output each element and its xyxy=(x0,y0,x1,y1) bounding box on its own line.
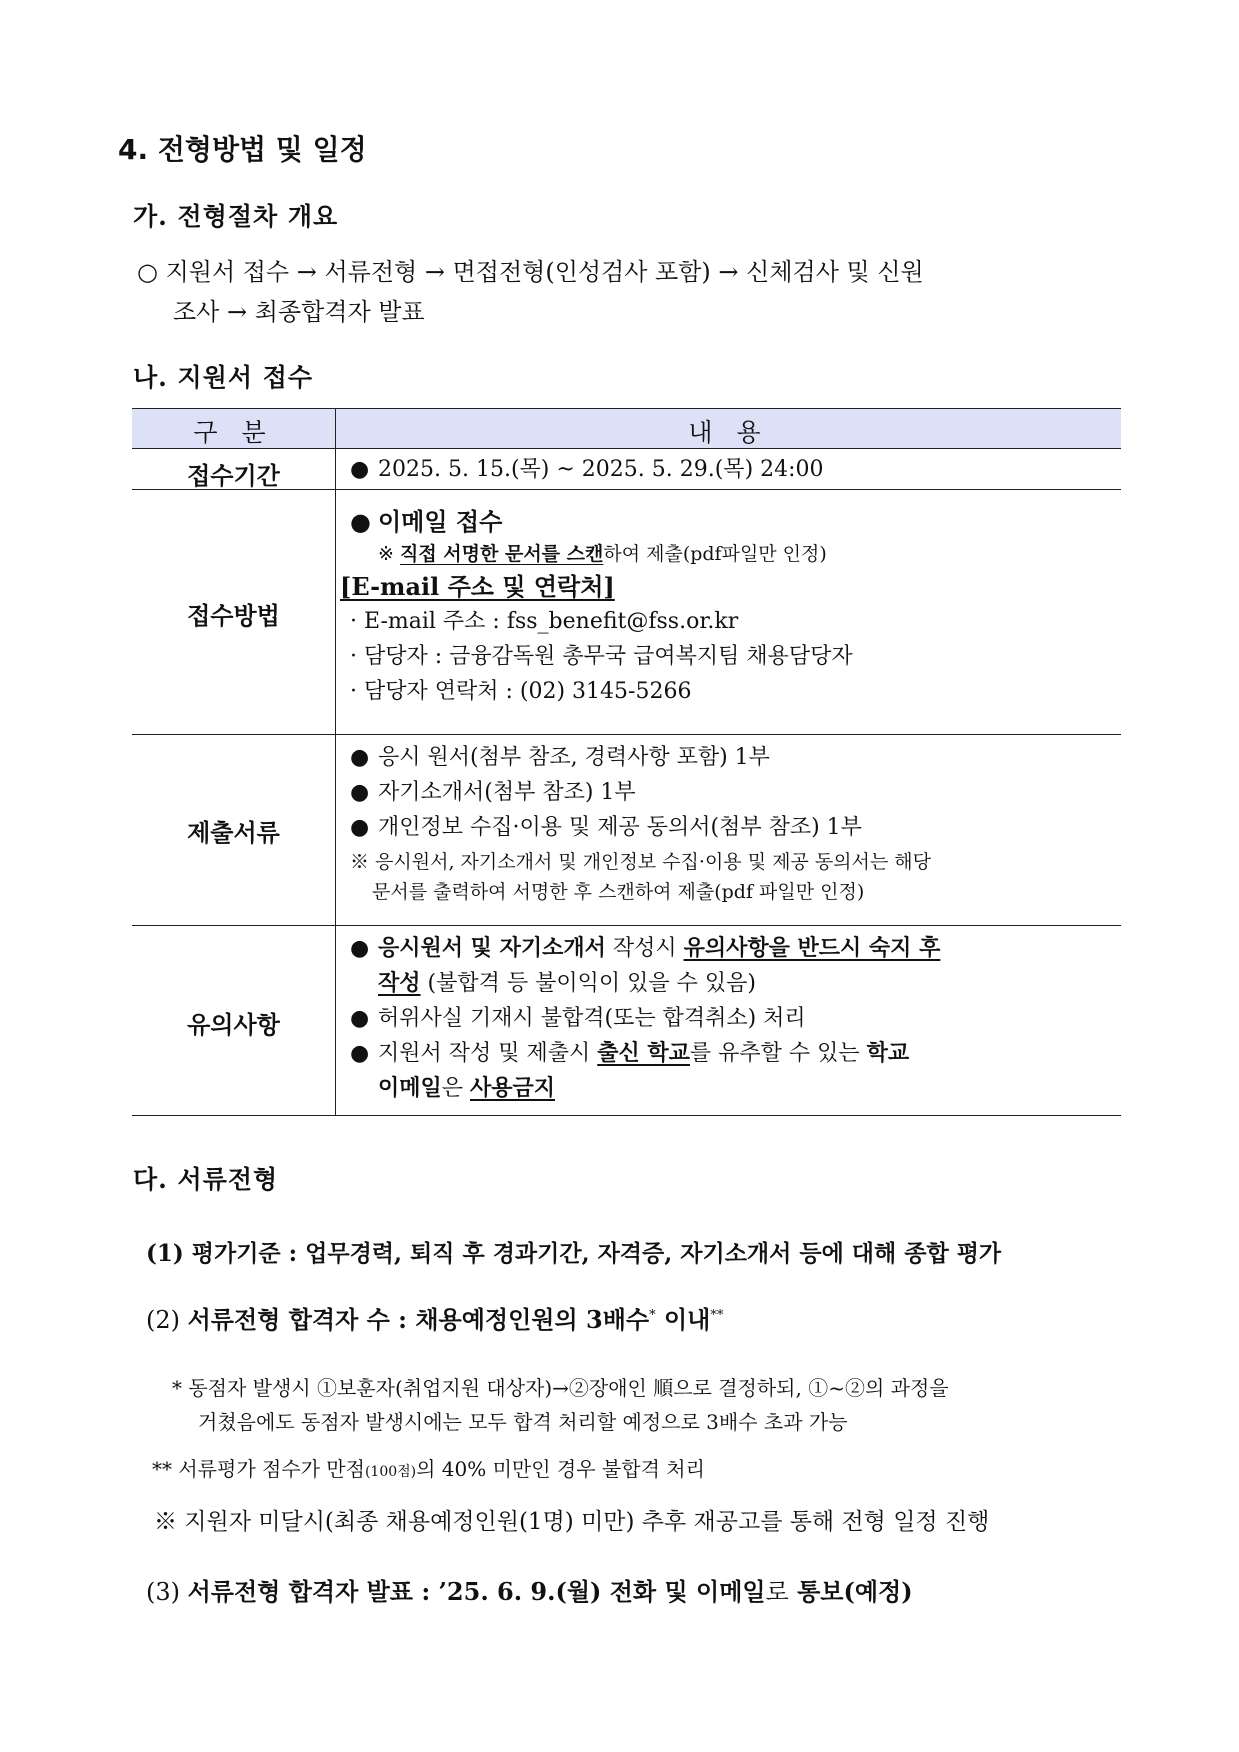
row-label-documents: 제출서류 xyxy=(187,818,280,847)
method-content xyxy=(340,504,853,709)
section-heading: 4. 전형방법 및 일정 xyxy=(118,133,367,166)
tie-note-line2: 거쳤음에도 동점자 발생시에는 모두 합격 처리할 예정으로 3배수 초과 가능 xyxy=(198,1410,848,1434)
contact-email: · E-mail 주소 : fss_benefit@fss.or.kr xyxy=(350,609,739,634)
contact-person: · 담당자 : 금융감독원 총무국 급여복지팀 채용담당자 xyxy=(350,644,853,669)
documents-content xyxy=(350,740,931,907)
announcement: (3) 서류전형 합격자 발표 : ’25. 6. 9.(월) 전화 및 이메일로 통보(예정) xyxy=(146,1577,913,1606)
application-table xyxy=(132,408,1121,1116)
email-submission-title: ● 이메일 접수 xyxy=(350,507,503,536)
doc-item-3: ● 개인정보 수집·이용 및 제공 동의서(첨부 참조) 1부 xyxy=(350,815,862,840)
table-header-content: 내 용 xyxy=(688,418,769,447)
process-overview-line1: ○ 지원서 접수 → 서류전형 → 면접전형(인성검사 포함) → 신체검사 및 신원 xyxy=(137,258,924,286)
scan-note: ※ 직접 서명한 문서를 스캔하여 제출(pdf파일만 인정) xyxy=(378,543,827,565)
subsection-title-ga: 가. 전형절차 개요 xyxy=(133,202,339,231)
doc-note-line2: 문서를 출력하여 서명한 후 스캔하여 제출(pdf 파일만 인정) xyxy=(372,881,865,903)
caution-item-3: ● 지원서 작성 및 제출시 출신 학교를 유추할 수 있는 학교 xyxy=(350,1040,910,1066)
tie-note-line1: * 동점자 발생시 ①보훈자(취업지원 대상자)→②장애인 順으로 결정하되, ①~②의 과정을 xyxy=(172,1376,949,1400)
caution-item-1: ● 응시원서 및 자기소개서 작성시 유의사항을 반드시 숙지 후 xyxy=(350,935,941,961)
pass-count: (2) 서류전형 합격자 수 : 채용예정인원의 3배수* 이내** xyxy=(146,1305,724,1334)
caution-item-3-cont: 이메일은 사용금지 xyxy=(378,1075,556,1101)
doc-item-1: ● 응시 원서(첨부 참조, 경력사항 포함) 1부 xyxy=(350,745,770,770)
doc-item-2: ● 자기소개서(첨부 참조) 1부 xyxy=(350,780,636,805)
shortfall-note: ※ 지원자 미달시(최종 채용예정인원(1명) 미만) 추후 재공고를 통해 전형 일정 진행 xyxy=(154,1509,990,1535)
evaluation-criteria: (1) 평가기준 : 업무경력, 퇴직 후 경과기간, 자격증, 자기소개서 등에 대해 종합 평가 xyxy=(146,1240,1002,1267)
period-value: ● 2025. 5. 15.(목) ~ 2025. 5. 29.(목) 24:00 xyxy=(350,457,824,482)
caution-item-2: ● 허위사실 기재시 불합격(또는 합격취소) 처리 xyxy=(350,1006,806,1031)
contact-phone: · 담당자 연락처 : (02) 3145-5266 xyxy=(350,679,692,704)
table-header-category: 구 분 xyxy=(193,418,274,447)
subsection-title-da: 다. 서류전형 xyxy=(133,1165,279,1194)
doc-note-line1: ※ 응시원서, 자기소개서 및 개인정보 수집·이용 및 제공 동의서는 해당 xyxy=(350,851,931,873)
row-label-method: 접수방법 xyxy=(187,601,280,630)
contact-title: [E-mail 주소 및 연락처] xyxy=(340,572,615,601)
row-label-period: 접수기간 xyxy=(187,461,280,490)
row-label-caution: 유의사항 xyxy=(187,1010,280,1039)
caution-item-1-cont: 작성 (불합격 등 불이익이 있을 수 있음) xyxy=(378,970,756,996)
subsection-title-na: 나. 지원서 접수 xyxy=(133,363,314,392)
process-overview-line2: 조사 → 최종합격자 발표 xyxy=(173,298,425,326)
score-note: ** 서류평가 점수가 만점(100점)의 40% 미만인 경우 불합격 처리 xyxy=(152,1457,705,1481)
caution-content xyxy=(350,931,940,1106)
